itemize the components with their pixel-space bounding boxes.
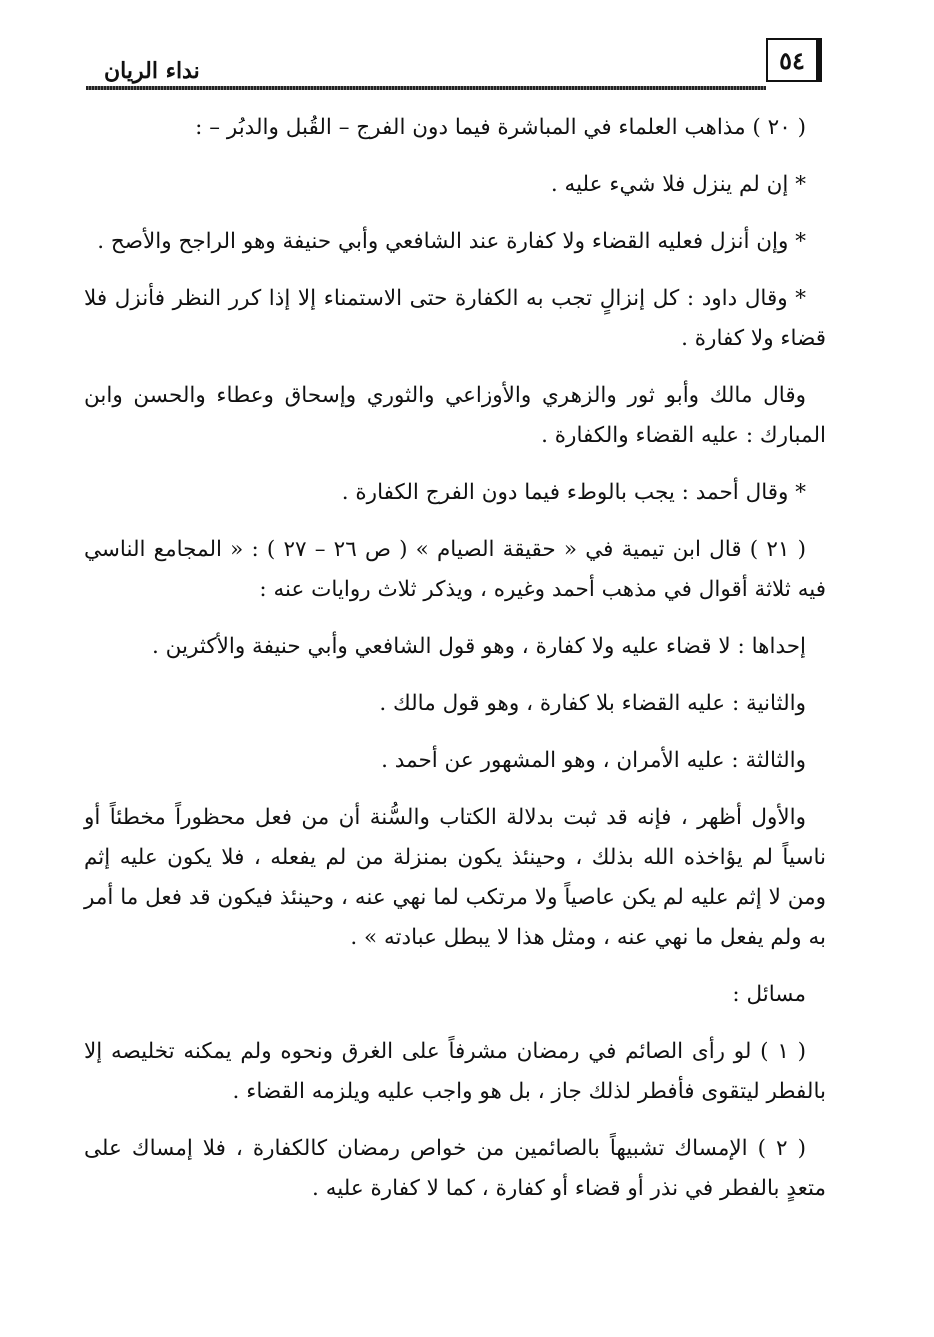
paragraph-preferred-opinion: والأول أظهر ، فإنه قد ثبت بدلالة الكتاب والسُّنة أن من فعل محظوراً مخطئاً أو ناسياً لم يؤاخذه الله بذلك ، وحينئذ يكون بمنزلة من لم يفعله ، فلا يكون عليه إثم ومن لا إثم عليه لم يكن عاصياً ولا مرتكب لما نهي عنه ، وحينئذ فيكون قد فعل ما أمر به ولم يفعل ما نهي عنه ، ومثل هذا لا يبطل عبادته » .: [84, 805, 826, 950]
page-number: ٥٤: [766, 38, 822, 82]
page-body: [84, 108, 826, 1226]
paragraph-second-opinion: والثانية : عليه القضاء بلا كفارة ، وهو قول مالك .: [379, 691, 806, 716]
paragraph-ahmad: * وقال أحمد : يجب بالوطء فيما دون الفرج الكفارة .: [341, 480, 806, 505]
paragraph-malik: وقال مالك وأبو ثور والزهري والأوزاعي والثوري وإسحاق وعطاء والحسن وابن المبارك : عليه القضاء والكفارة .: [84, 383, 826, 448]
paragraph-dawud: * وقال داود : كل إنزالٍ تجب به الكفارة حتى الاستمناء إلا إذا كرر النظر فأنزل فلا قضاء ولا كفارة .: [84, 286, 826, 351]
page-header: [86, 36, 822, 92]
paragraph-note-21: ( ٢١ ) قال ابن تيمية في « حقيقة الصيام » ( ص ٢٦ – ٢٧ ) : « المجامع الناسي فيه ثلاثة أقوال في مذهب أحمد وغيره ، ويذكر ثلاث روايات عنه :: [84, 537, 826, 602]
section-heading-issues: مسائل :: [732, 982, 806, 1007]
paragraph-note-20: ( ٢٠ ) مذاهب العلماء في المباشرة فيما دون الفرج – القُبل والدبُر – :: [195, 115, 806, 140]
paragraph-first-opinion: إحداها : لا قضاء عليه ولا كفارة ، وهو قول الشافعي وأبي حنيفة والأكثرين .: [151, 634, 806, 659]
paragraph-issue-1: ( ١ ) لو رأى الصائم في رمضان مشرفاً على الغرق ونحوه ولم يمكنه تخليصه إلا بالفطر ليتقوى فأفطر لذلك جاز ، بل هو واجب عليه ويلزمه القضاء .: [84, 1039, 826, 1104]
paragraph-third-opinion: والثالثة : عليه الأمران ، وهو المشهور عن أحمد .: [381, 748, 806, 773]
running-title: نداء الريان: [104, 58, 200, 84]
paragraph-emission: * وإن أنزل فعليه القضاء ولا كفارة عند الشافعي وأبي حنيفة وهو الراجح والأصح .: [97, 229, 806, 254]
paragraph-no-emission: * إن لم ينزل فلا شيء عليه .: [550, 172, 806, 197]
header-rule: [86, 86, 766, 90]
paragraph-issue-2: ( ٢ ) الإمساك تشبيهاً بالصائمين من خواص رمضان كالكفارة ، فلا إمساك على متعدٍ بالفطر في نذر أو قضاء أو كفارة ، كما لا كفارة عليه .: [84, 1136, 826, 1201]
